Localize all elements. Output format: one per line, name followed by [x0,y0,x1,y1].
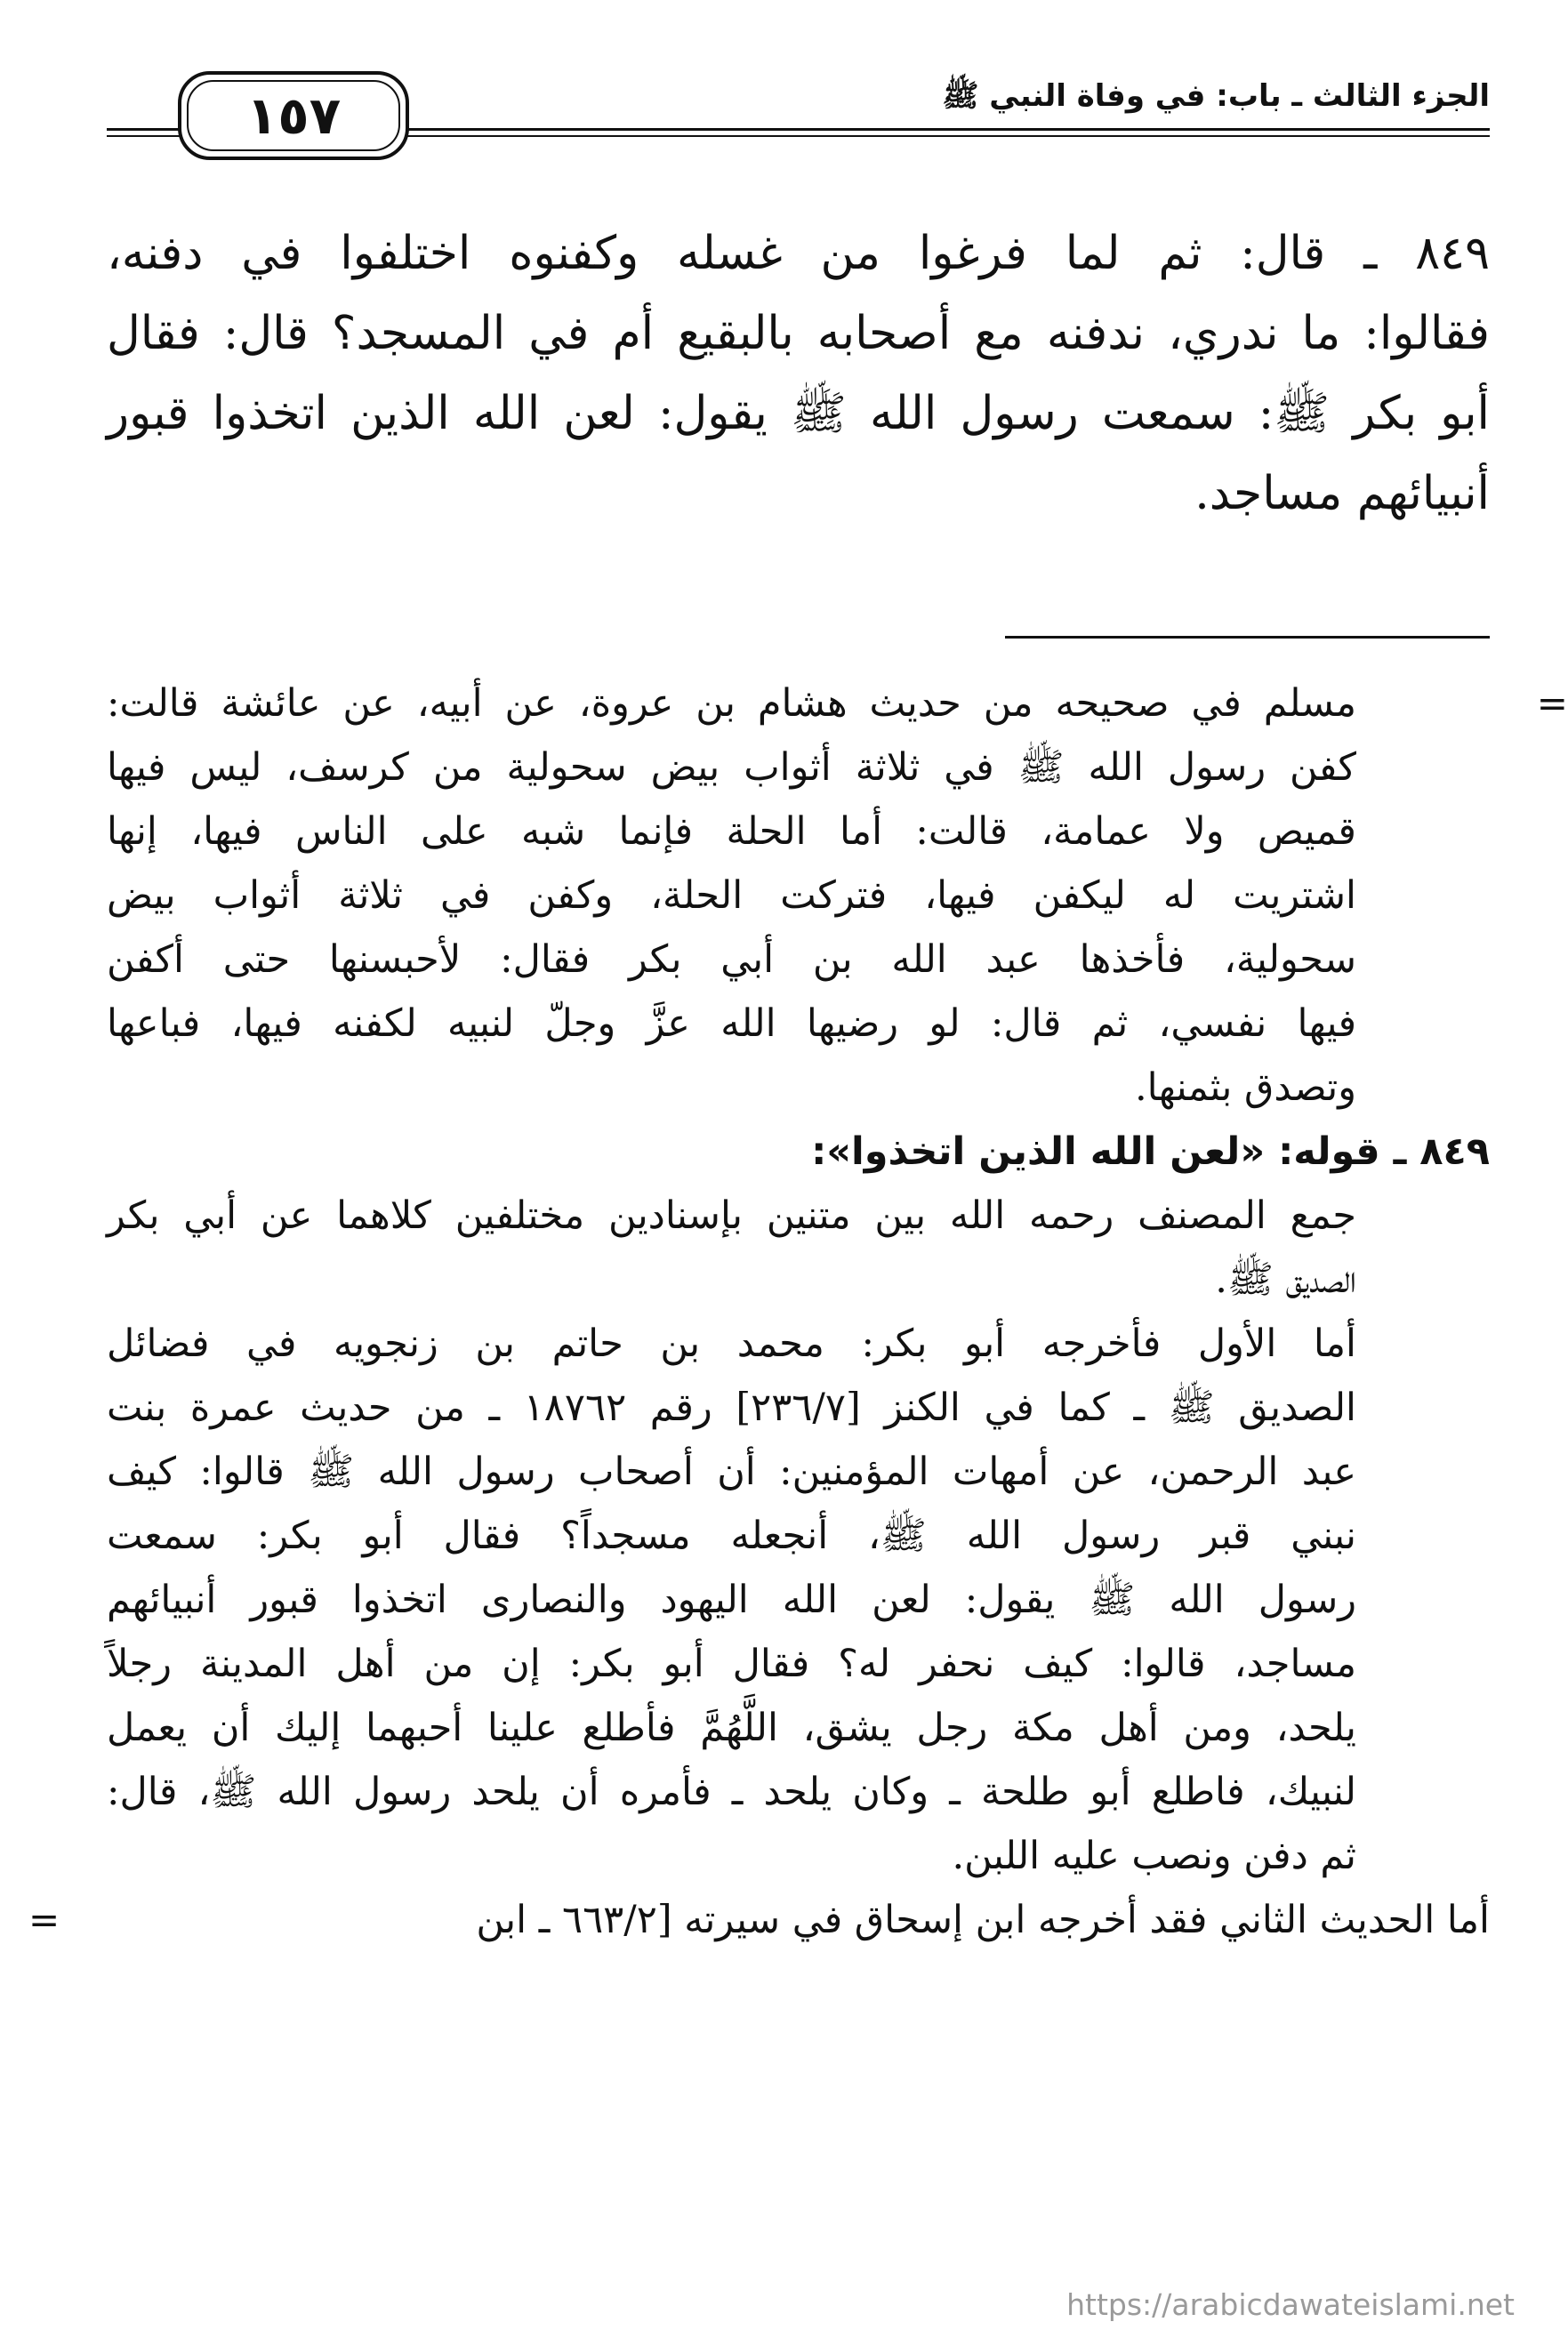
page-header [107,62,1490,160]
footnote-line: يلحد، ومن أهل مكة رجل يشق، اللَّهُمَّ فأطلع علينا أحبهما إليك أن يعمل [107,1706,1356,1750]
main-line: فقالوا: ما ندري، ندفنه مع أصحابه بالبقيع أم في المسجد؟ قال: فقال [107,307,1490,360]
footnote-line: كفن رسول الله ﷺ في ثلاثة أثواب بيض سحولية من كرسف، ليس فيها [107,745,1356,790]
footnote-line: مساجد، قالوا: كيف نحفر له؟ فقال أبو بكر: إن من أهل المدينة رجلاً [107,1642,1356,1686]
footnote-line: وتصدق بثمنها. [1135,1065,1356,1110]
page-number: ١٥٧ [245,85,342,146]
footnote-line: ثم دفن ونصب عليه اللبن. [952,1834,1356,1878]
main-line: ٨٤٩ ـ قال: ثم لما فرغوا من غسله وكفنوه اختلفوا في دفنه، [107,227,1490,280]
footnote-line: الصديق ﷺ. [1215,1257,1356,1302]
footnote-line: نبني قبر رسول الله ﷺ، أنجعله مسجداً؟ فقال أبو بكر: سمعت [107,1514,1356,1558]
footnote-line: أما الأول فأخرجه أبو بكر: محمد بن حاتم بن زنجويه في فضائل [107,1322,1356,1366]
footnote-line: لنبيك، فاطلع أبو طلحة ـ وكان يلحد ـ فأمره أن يلحد رسول الله ﷺ، قال: [107,1770,1356,1814]
footnote-separator [1005,636,1490,639]
main-text [107,213,1490,534]
footnote-line: الصديق ﷺ ـ كما في الكنز [٢٣٦/٧] رقم ١٨٧٦٢ ـ من حديث عمرة بنت [107,1386,1356,1430]
footnote-849 [28,1120,1490,1952]
main-line: أنبيائهم مساجد. [1194,467,1490,520]
footnote-body [107,1184,1490,1888]
page-number-frame [178,71,409,160]
footnote-continuation [107,671,1568,1120]
continued-marker: = [28,1898,60,1941]
footnote-line: رسول الله ﷺ يقول: لعن الله اليهود والنصارى اتخذوا قبور أنبيائهم [107,1578,1356,1622]
footnote-last-line-row [28,1888,1490,1952]
footnote-line: سحولية، فأخذها عبد الله بن أبي بكر فقال: لأحبسنها حتى أكفن [107,937,1356,982]
watermark-url: https://arabicdawateislami.net [1066,2287,1515,2322]
footnote-line: جمع المصنف رحمه الله بين متنين بإسنادين مختلفين كلاهما عن أبي بكر [107,1193,1356,1238]
footnote-line: عبد الرحمن، عن أمهات المؤمنين: أن أصحاب رسول الله ﷺ قالوا: كيف [107,1450,1356,1494]
continuation-marker: = [1536,681,1568,725]
main-line: أبو بكر ﷺ: سمعت رسول الله ﷺ يقول: لعن الله الذين اتخذوا قبور [107,387,1490,440]
footnote-line: مسلم في صحيحه من حديث هشام بن عروة، عن أبيه، عن عائشة قالت: [107,681,1356,726]
footnotes [28,671,1568,1952]
running-title: الجزء الثالث ـ باب: في وفاة النبي ﷺ [942,78,1490,114]
footnote-line: قميص ولا عمامة، قالت: أما الحلة فإنما شبه على الناس فيها، إنها [107,809,1356,854]
footnote-line: أما الحديث الثاني فقد أخرجه ابن إسحاق في سيرته [٦٦٣/٢ ـ ابن [476,1898,1490,1942]
footnote-line: اشتريت له ليكفن فيها، فتركت الحلة، وكفن في ثلاثة أثواب بيض [107,873,1356,918]
footnote-line: فيها نفسي، ثم قال: لو رضيها الله عزَّ وجلّ لنبيه لكفنه فيها، فباعها [107,1001,1356,1046]
footnote-heading: ٨٤٩ ـ قوله: «لعن الله الذين اتخذوا»: [811,1129,1490,1174]
